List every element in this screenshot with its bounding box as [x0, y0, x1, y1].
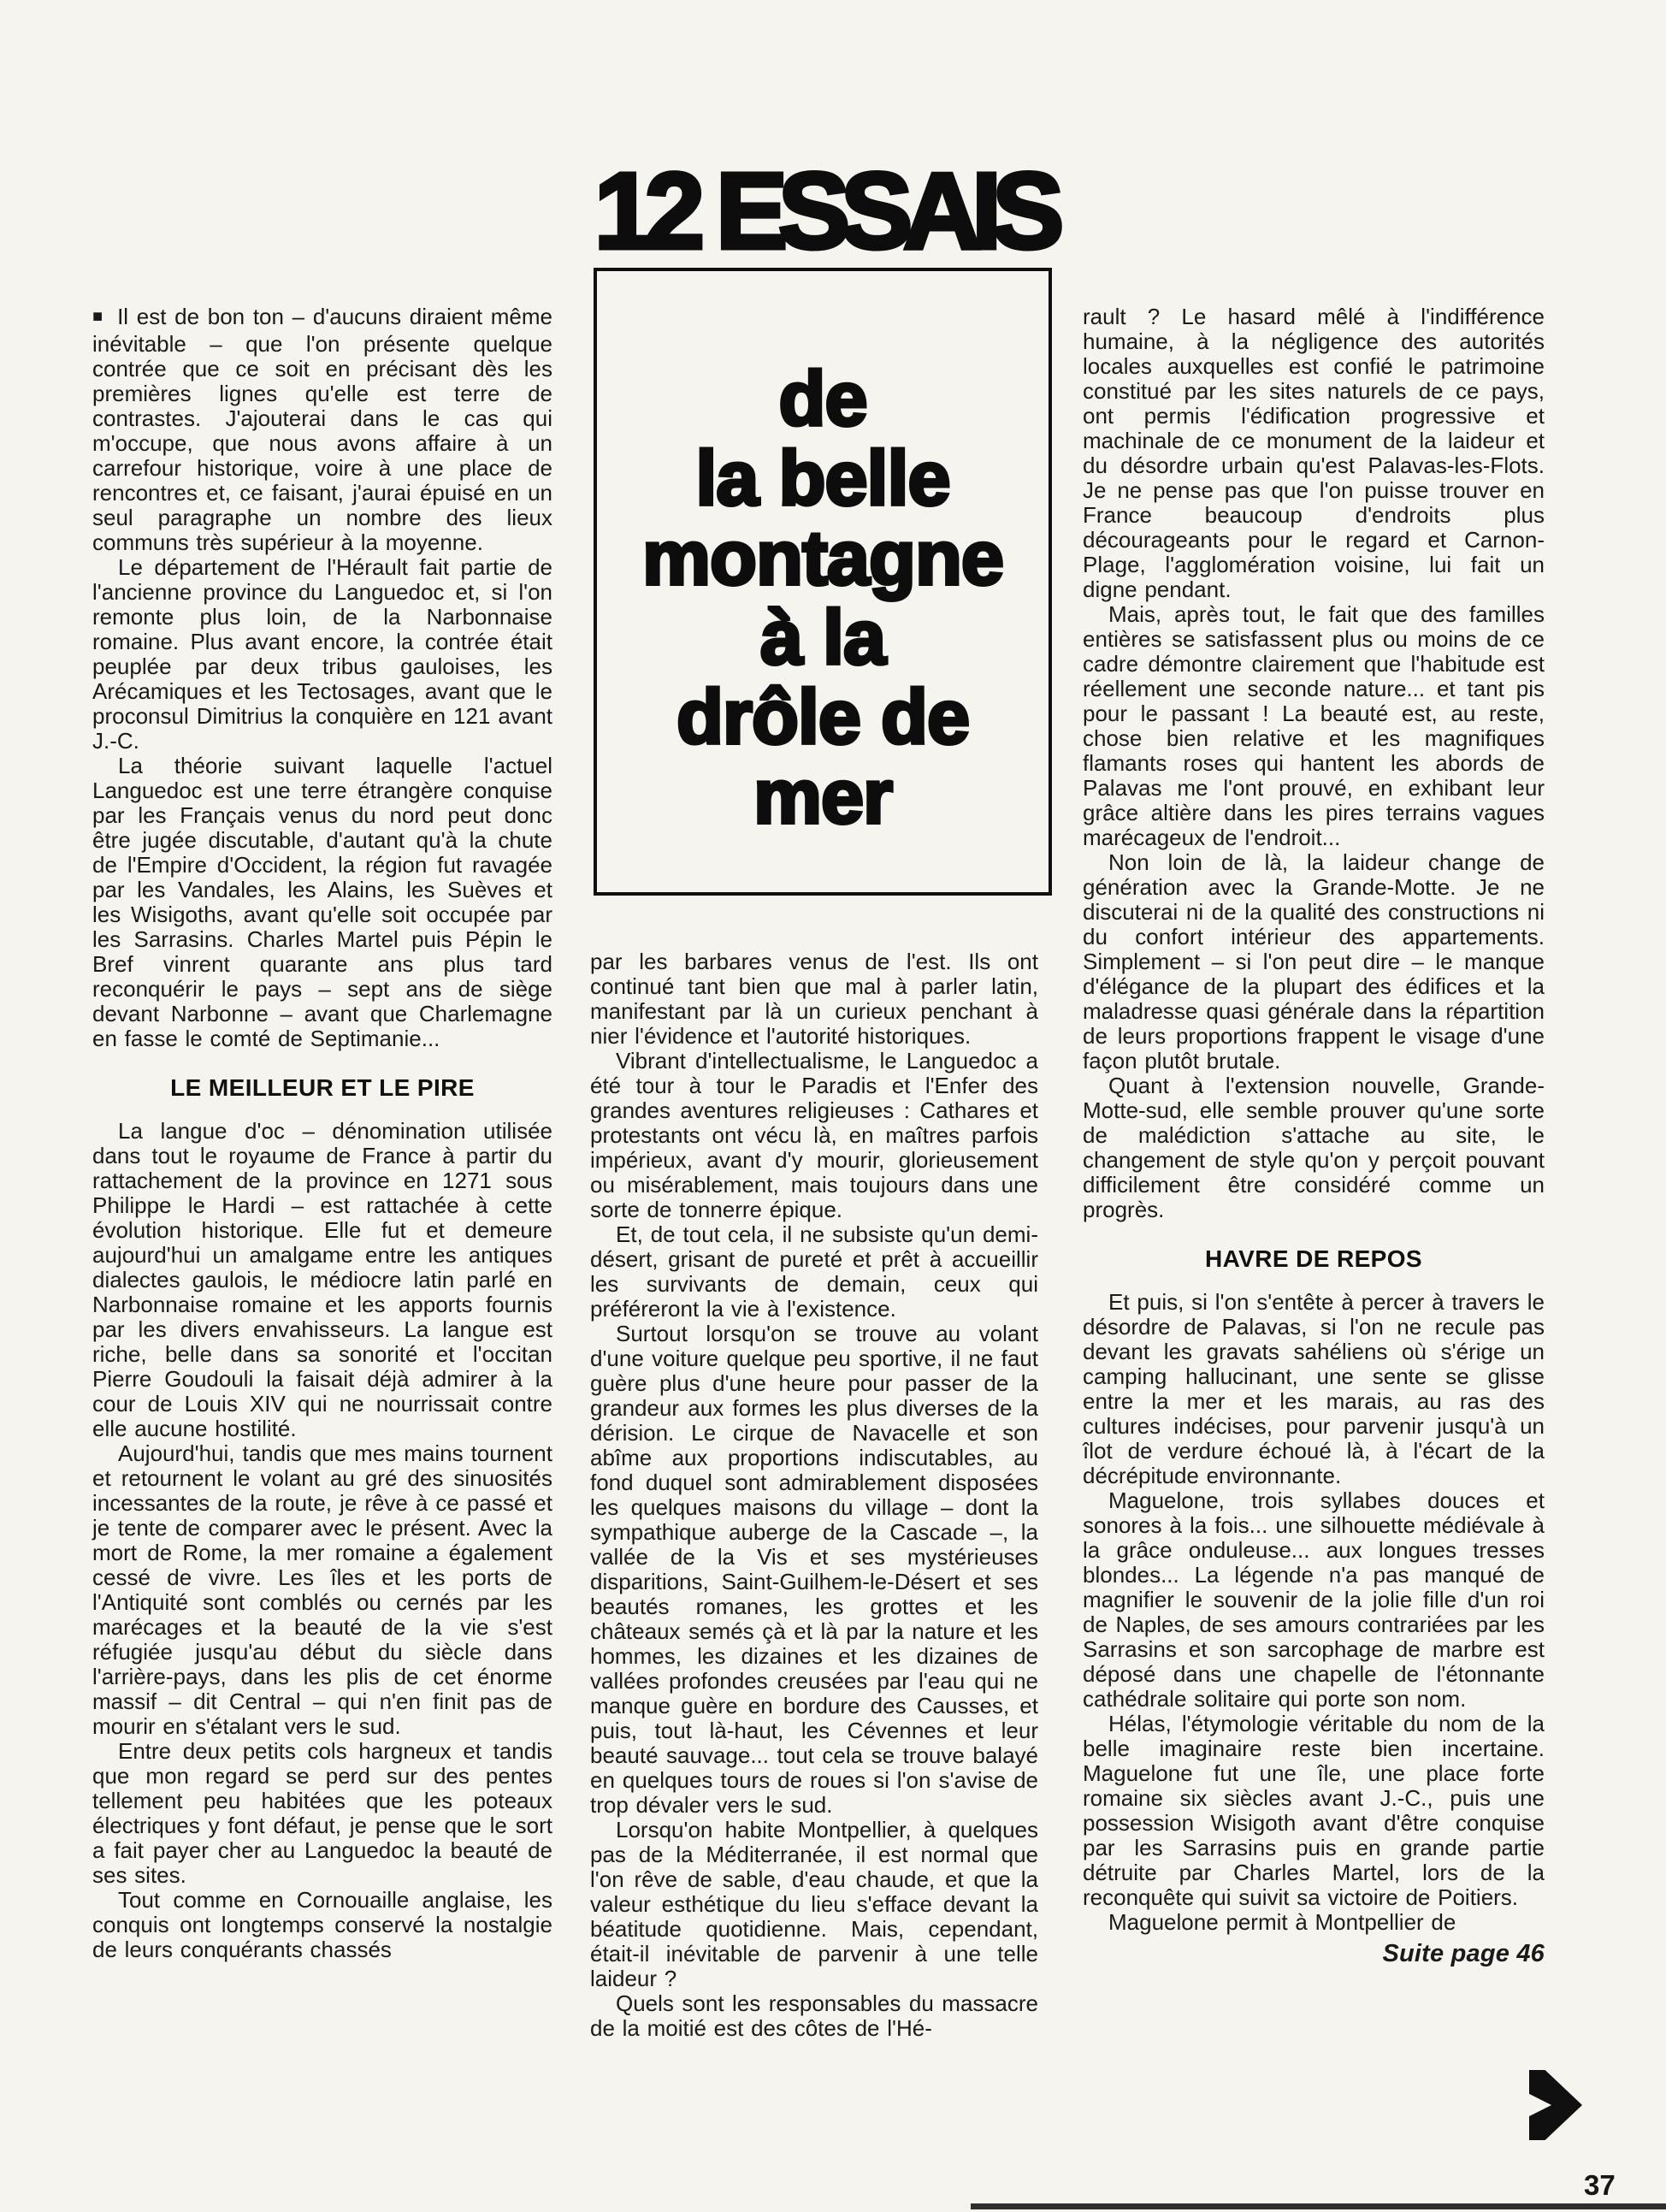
column-middle [590, 949, 1038, 2041]
box-title-line: montagne [641, 516, 1003, 601]
paragraph: par les barbares venus de l'est. Ils ont continué tant bien que mal à parler latin, manifestant par là un curieux penchant à nier l'évidence et l'autorité historiques. [590, 949, 1038, 1049]
paragraph: Surtout lorsqu'on se trouve au volant d'une voiture quelque peu sportive, il ne faut guère plus d'une heure pour passer de la grandeur aux formes les plus diverses de la dérision. Le cirque de Navacelle et son abîme aux proportions indiscutables, au fond duquel sont admirablement disposées les quelques maisons du village – dont la sympathique auberge de la Cascade –, la vallée de la Vis et ses mystérieuses disparitions, Saint-Guilhem-le-Désert et ses beautés romanes, les grottes et les châteaux semés çà et là par la nature et les hommes, les dizaines et les dizaines de vallées profondes creusées par l'eau qui ne manque guère en bordure des Causses, et puis, tout là-haut, les Cévennes et leur beauté sauvage... tout cela se trouve balayé en quelques tours de roues si l'on s'avise de trop dévaler vers le sud. [590, 1321, 1038, 1818]
paragraph: Aujourd'hui, tandis que mes mains tournent et retournent le volant au gré des sinuosités incessantes de la route, je rêve à ce passé et je tente de comparer avec le présent. Avec la mort de Rome, la mer romaine a également cessé de vivre. Les îles et les ports de l'Antiquité sont comblés ou cernés par les marécages et la beauté de la vie s'est réfugiée jusqu'au début du siècle dans l'arrière-pays, dans les plis de cet énorme massif – dit Central – qui n'en finit pas de mourir en s'étalant vers le sud. [92, 1440, 552, 1739]
page-edge-rule [971, 2203, 1666, 2209]
box-title-line: de [778, 357, 867, 442]
paragraph: Quant à l'extension nouvelle, Grande-Motte-sud, elle semble prouver qu'une sorte de malédiction s'attache au site, le changement de style qu'on y perçoit pouvant difficilement être considéré comme un progrès. [1083, 1073, 1545, 1222]
paragraph: Entre deux petits cols hargneux et tandis que mon regard se perd sur des pentes tellement peu habitées que les poteaux électriques y font défaut, je pense que le sort a fait payer cher au Languedoc la beauté de ses sites. [92, 1738, 552, 1888]
paragraph: Le département de l'Hérault fait partie de l'ancienne province du Languedoc et, si l'on remonte plus loin, de la Narbonnaise romaine. Plus avant encore, la contrée était peuplée par deux tribus gauloises, les Arécamiques et les Tectosages, avant que le proconsul Dimitrius la conquière en 121 avant J.-C. [92, 554, 552, 754]
paragraph: rault ? Le hasard mêlé à l'indifférence humaine, à la négligence des autorités locales auxquelles est confié le patrimoine constitué par les sites naturels de ce pays, ont permis l'édification progressive et machinale de ce monument de la laideur et du désordre urbain qu'est Palavas-les-Flots. Je ne pense pas que l'on puisse trouver en France beaucoup d'endroits plus décourageants pour le regard et Carnon-Plage, l'agglomération voisine, lui fait un digne pendant. [1083, 304, 1545, 602]
column-right [1083, 305, 1545, 1968]
section-heading: HAVRE DE REPOS [1204, 1245, 1423, 1272]
paragraph: Lorsqu'on habite Montpellier, à quelques pas de la Méditerranée, il est normal que l'on rêve de sable, d'eau chaude, et que la valeur esthétique du lieu s'efface devant la béatitude quotidienne. Mais, cependant, était-il inévitable de parvenir à une telle laideur ? [590, 1817, 1038, 1991]
paragraph: Quels sont les responsables du massacre de la moitié est des côtes de l'Hé- [590, 1990, 1038, 2041]
paragraph: Vibrant d'intellectualisme, le Languedoc a été tour à tour le Paradis et l'Enfer des grandes aventures religieuses : Cathares et protestants ont vécu là, en maîtres parfois impérieux, avant d'y mourir, glorieusement ou misérablement, mais toujours dans une sorte de tonnerre épique. [590, 1048, 1038, 1222]
paragraph: Et, de tout cela, il ne subsiste qu'un demi-désert, grisant de pureté et prêt à accueillir les survivants de demain, ceux qui préféreront la vie à l'existence. [590, 1221, 1038, 1322]
box-title [597, 357, 1049, 840]
box-title-line: drôle de [676, 675, 970, 760]
box-title-line: mer [753, 754, 893, 840]
paragraph: ■ Il est de bon ton – d'aucuns diraient même inévitable – que l'on présente quelque contrée que ce soit en précisant dès les premières lignes qu'elle est terre de contrastes. J'ajouterai dans le cas qui m'occupe, que nous avons affaire à un carrefour historique, voire à une place de rencontres et, ce faisant, j'aurai épuisé en un seul paragraphe un nombre des lieux communs très supérieur à la moyenne. [92, 304, 552, 555]
article-title-box [594, 268, 1052, 896]
paragraph: Maguelone, trois syllabes douces et sonores à la fois... une silhouette médiévale à la grâce onduleuse... aux longues tresses blondes... La légende n'a pas manqué de magnifier le souvenir de la jolie fille d'un roi de Naples, de ses amours contrariées par les Sarrasins et son sarcophage de marbre est déposé dans une chapelle de l'étonnante cathédrale solitaire qui porte son nom. [1083, 1487, 1545, 1712]
continued-arrow-icon [1529, 2070, 1582, 2140]
page-number: 37 [1584, 2169, 1616, 2201]
paragraph-bullet: ■ [92, 307, 104, 326]
paragraph: Mais, après tout, le fait que des familles entières se satisfassent plus ou moins de ce cadre démontre clairement que l'habitude est réellement une seconde nature... et tant pis pour le passant ! La beauté est, au reste, chose bien relative et les magnifiques flamants roses qui hantent les abords de Palavas me l'ont prouvé, en exhibant leur grâce altière dans les pires terrains vagues marécageux de l'endroit... [1083, 601, 1545, 850]
box-title-line: à la [759, 595, 886, 681]
continuation-note: Suite page 46 [1382, 1940, 1545, 1967]
column-left [92, 305, 552, 1962]
paragraph: Maguelone permit à Montpellier de [1108, 1909, 1456, 1935]
paragraph: Et puis, si l'on s'entête à percer à travers le désordre de Palavas, si l'on ne recule pas devant les gravats sahéliens où s'érige un camping hallucinant, une sente se glisse entre la mer et les marais, au ras des cultures indécises, pour parvenir jusqu'à un îlot de verdure échoué là, à l'écart de la décrépitude environnante. [1083, 1289, 1545, 1488]
paragraph: Tout comme en Cornouaille anglaise, les conquis ont longtemps conservé la nostalgie de leurs conquérants chassés [92, 1887, 552, 1962]
paragraph: La théorie suivant laquelle l'actuel Languedoc est une terre étrangère conquise par les Français venus du nord peut donc être jugée discutable, d'autant qu'à la chute de l'Empire d'Occident, la région fut ravagée par les Vandales, les Alains, les Suèves et les Wisigoths, avant qu'elle soit occupée par les Sarrasins. Charles Martel puis Pépin le Bref vinrent quarante ans plus tard reconquérir le pays – sept ans de siège devant Narbonne – avant que Charlemagne en fasse le comté de Septimanie... [92, 753, 552, 1051]
article-masthead-title: 12 ESSAIS [594, 151, 1055, 271]
paragraph: La langue d'oc – dénomination utilisée dans tout le royaume de France à partir du rattachement de la province en 1271 sous Philippe le Hardi – est rattachée à cette évolution historique. Elle fut et demeure aujourd'hui un amalgame entre les antiques dialectes gaulois, le médiocre latin parlé en Narbonnaise romaine et les apports fournis par les divers envahisseurs. La langue est riche, belle dans sa sonorité et l'occitan Pierre Goudouli la faisait déjà admirer à la cour de Louis XIV qui ne nourrissait contre elle aucune hostilité. [92, 1118, 552, 1441]
paragraph: Hélas, l'étymologie véritable du nom de la belle imaginaire reste bien incertaine. Maguelone fut une île, une place forte romaine six siècles avant J.-C., puis une possession Wisigoth avant d'être conquise par les Sarrasins puis en grande partie détruite par Charles Martel, lors de la reconquête qui suivit sa victoire de Poitiers. [1083, 1711, 1545, 1910]
section-heading: LE MEILLEUR ET LE PIRE [170, 1074, 475, 1101]
paragraph: Non loin de là, la laideur change de génération avec la Grande-Motte. Je ne discuterai ni de la qualité des constructions ni du confort intérieur des appartements. Simplement – si l'on peut dire – le manque d'élégance de la plupart des édifices et la maladresse quasi générale dans la répartition de leurs proportions frappent le visage d'une façon plutôt brutale. [1083, 849, 1545, 1073]
box-title-line: la belle [695, 436, 950, 522]
